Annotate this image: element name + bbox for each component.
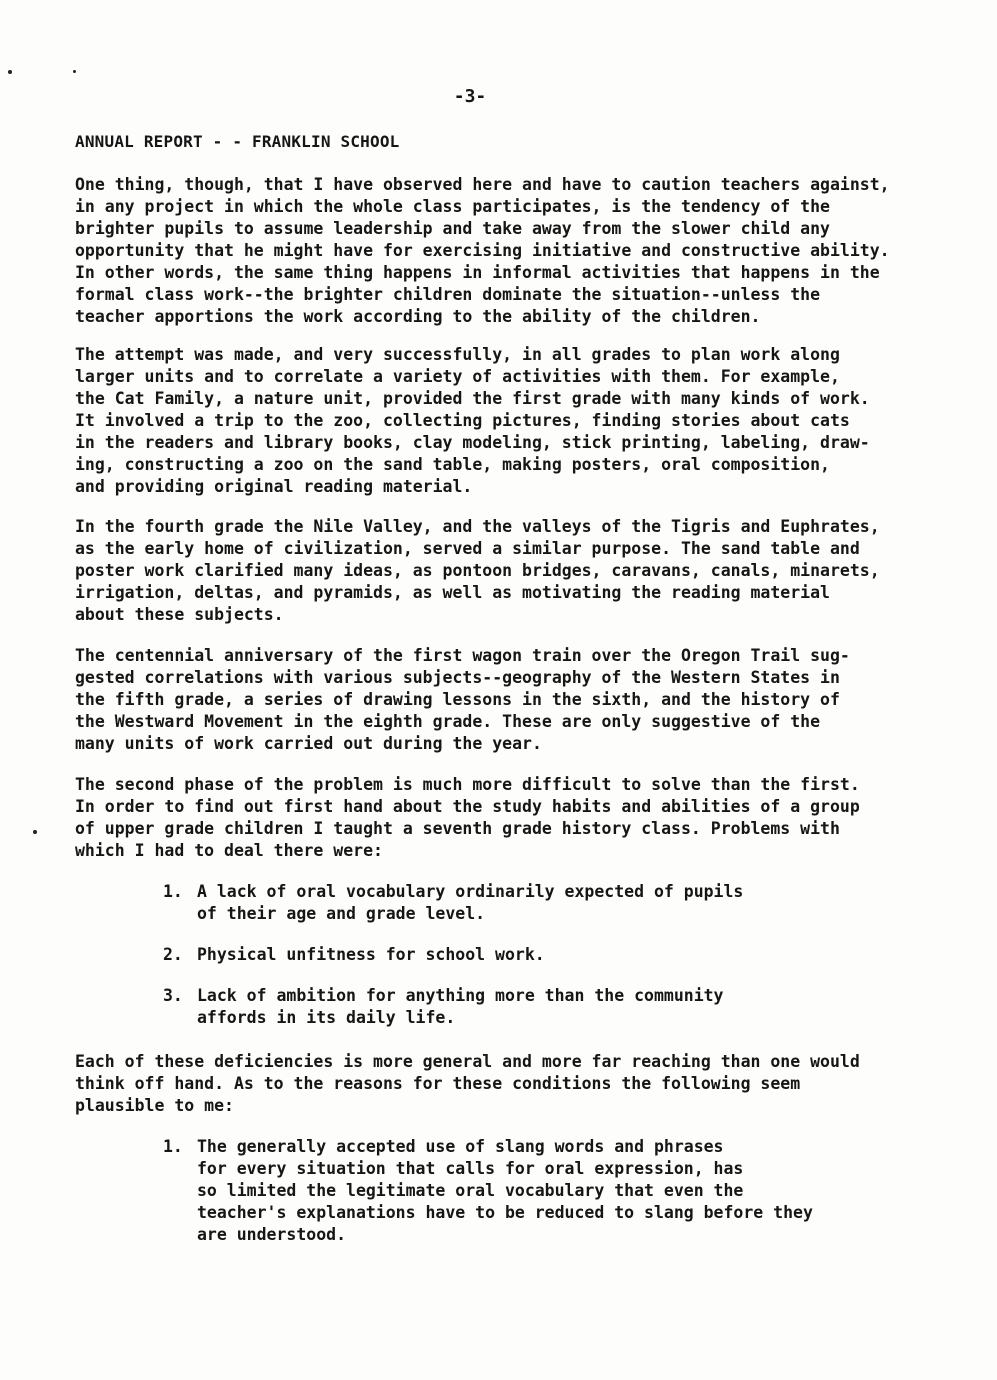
list-item	[163, 1136, 923, 1246]
text-line: The attempt was made, and very successfully, in all grades to plan work along	[75, 345, 840, 364]
scan-speck	[73, 70, 76, 73]
text-line: are understood.	[197, 1225, 347, 1244]
text-line: The centennial anniversary of the first wagon train over the Oregon Trail sug-	[75, 646, 850, 665]
scan-speck	[33, 830, 37, 834]
text-line: The generally accepted use of slang words and phrases	[197, 1137, 724, 1156]
text-line: the fifth grade, a series of drawing lessons in the sixth, and the history of	[75, 690, 840, 709]
paragraph-fourth-grade	[75, 516, 955, 626]
text-line: of their age and grade level.	[197, 904, 486, 923]
text-line: think off hand. As to the reasons for these conditions the following seem	[75, 1074, 801, 1093]
reasons-list	[163, 1136, 923, 1265]
text-line: In other words, the same thing happens in informal activities that happens in the	[75, 263, 880, 282]
text-line: for every situation that calls for oral expression, has	[197, 1159, 744, 1178]
text-line: poster work clarified many ideas, as pontoon bridges, caravans, canals, minarets,	[75, 561, 880, 580]
list-item	[163, 985, 923, 1029]
text-line: of upper grade children I taught a seventh grade history class. Problems with	[75, 819, 840, 838]
text-line: about these subjects.	[75, 605, 284, 624]
text-line: The second phase of the problem is much more difficult to solve than the first.	[75, 775, 860, 794]
text-line: opportunity that he might have for exercising initiative and constructive ability.	[75, 241, 890, 260]
text-line: which I had to deal there were:	[75, 841, 383, 860]
text-line: larger units and to correlate a variety of activities with them. For example,	[75, 367, 840, 386]
text-line: Each of these deficiencies is more general and more far reaching than one would	[75, 1052, 860, 1071]
text-line: affords in its daily life.	[197, 1008, 456, 1027]
text-line: In order to find out first hand about the study habits and abilities of a group	[75, 797, 860, 816]
list-item	[163, 881, 923, 925]
list-number: 1.	[163, 882, 183, 901]
report-heading: ANNUAL REPORT - - FRANKLIN SCHOOL	[75, 132, 400, 151]
text-line: in any project in which the whole class participates, is the tendency of the	[75, 197, 830, 216]
page-number: -3-	[453, 86, 487, 107]
text-line: Lack of ambition for anything more than the community	[197, 986, 724, 1005]
text-line: many units of work carried out during the year.	[75, 734, 542, 753]
problems-list	[163, 881, 923, 1048]
scan-speck	[8, 70, 12, 74]
paragraph-second-phase	[75, 774, 955, 862]
list-item	[163, 944, 923, 966]
text-line: Physical unfitness for school work.	[197, 945, 545, 964]
text-line: gested correlations with various subjects--geography of the Western States in	[75, 668, 840, 687]
paragraph-oregon-trail	[75, 645, 955, 755]
list-number: 2.	[163, 945, 183, 964]
text-line: A lack of oral vocabulary ordinarily expected of pupils	[197, 882, 744, 901]
text-line: brighter pupils to assume leadership and take away from the slower child any	[75, 219, 830, 238]
text-line: teacher's explanations have to be reduced to slang before they	[197, 1203, 813, 1222]
text-line: and providing original reading material.	[75, 477, 473, 496]
text-line: in the readers and library books, clay modeling, stick printing, labeling, draw-	[75, 433, 870, 452]
list-number: 1.	[163, 1137, 183, 1156]
text-line: as the early home of civilization, served a similar purpose. The sand table and	[75, 539, 860, 558]
text-line: teacher apportions the work according to the ability of the children.	[75, 307, 761, 326]
text-line: formal class work--the brighter children dominate the situation--unless the	[75, 285, 821, 304]
paragraph-caution	[75, 174, 955, 328]
text-line: plausible to me:	[75, 1096, 234, 1115]
text-line: ing, constructing a zoo on the sand table, making posters, oral composition,	[75, 455, 830, 474]
text-line: so limited the legitimate oral vocabulary that even the	[197, 1181, 744, 1200]
text-line: irrigation, deltas, and pyramids, as well as motivating the reading material	[75, 583, 830, 602]
text-line: One thing, though, that I have observed here and have to caution teachers against,	[75, 175, 890, 194]
text-line: In the fourth grade the Nile Valley, and the valleys of the Tigris and Euphrates,	[75, 517, 880, 536]
text-line: It involved a trip to the zoo, collecting pictures, finding stories about cats	[75, 411, 850, 430]
text-line: the Westward Movement in the eighth grade. These are only suggestive of the	[75, 712, 821, 731]
paragraph-larger-units	[75, 344, 955, 498]
paragraph-deficiencies	[75, 1051, 955, 1117]
text-line: the Cat Family, a nature unit, provided the first grade with many kinds of work.	[75, 389, 870, 408]
list-number: 3.	[163, 986, 183, 1005]
